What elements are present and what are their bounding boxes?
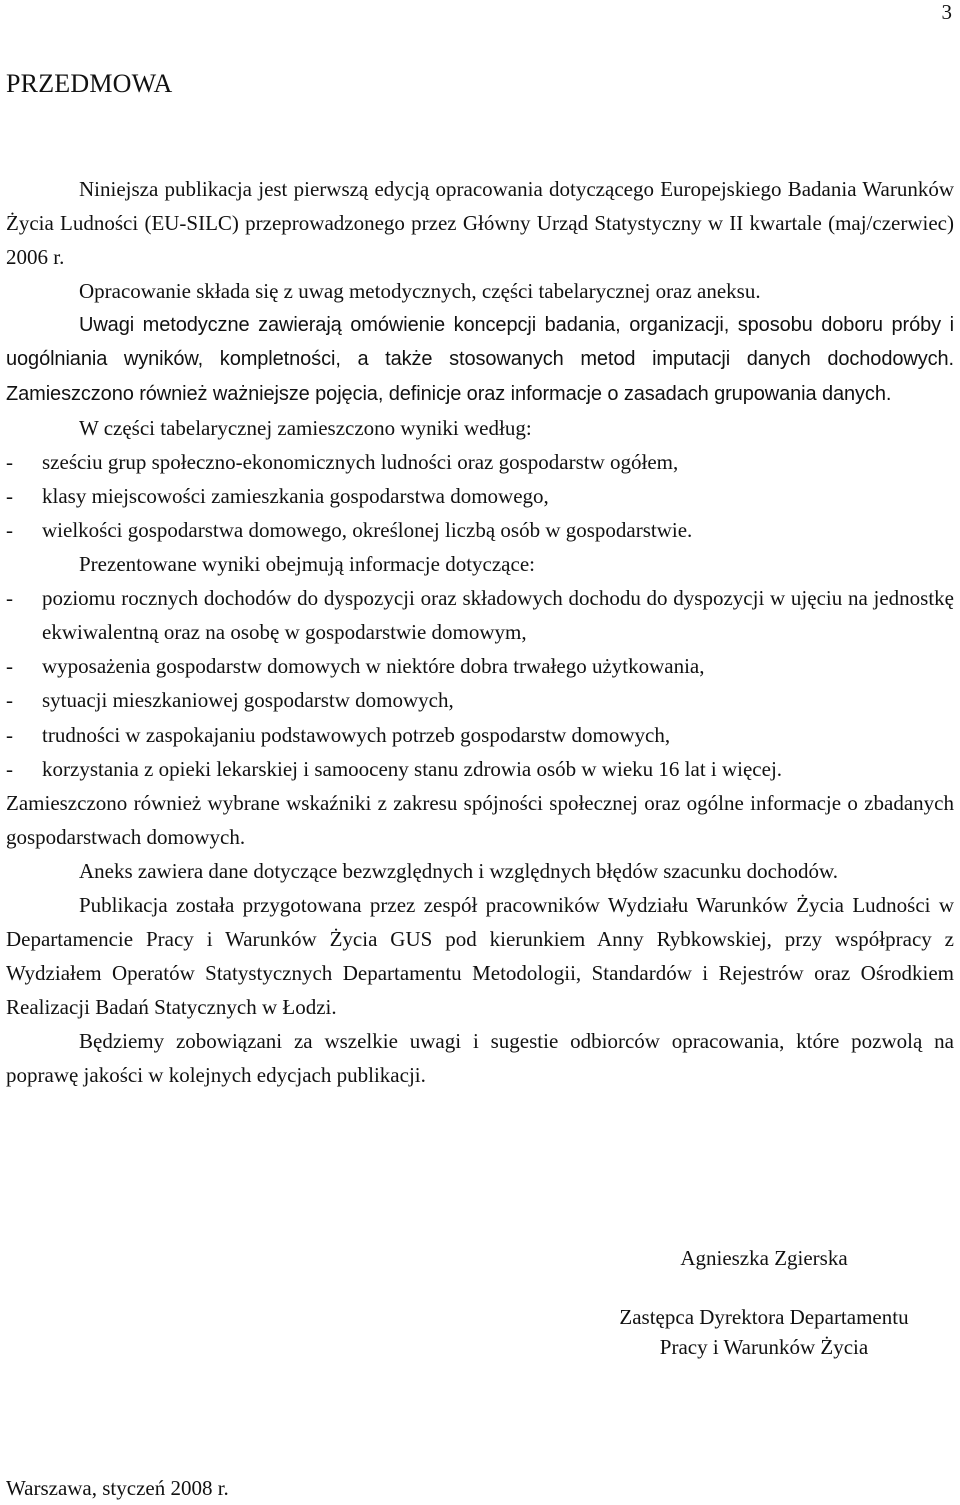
results-topics-list (6, 581, 954, 786)
signature-role (560, 1302, 960, 1362)
page-title: PRZEDMOWA (6, 69, 173, 98)
paragraph-results-intro: Prezentowane wyniki obejmują informacje dotyczące: (79, 552, 535, 577)
place-date: Warszawa, styczeń 2008 r. (6, 1476, 229, 1500)
paragraph-structure: Opracowanie składa się z uwag metodycznych, części tabelarycznej oraz aneksu. (79, 279, 761, 304)
list-item: - poziomu rocznych dochodów do dyspozycji oraz składowych dochodu do dyspozycji w ujęciu na jednostkę ekwiwalentną oraz na osobę w gospodarstwie domowym, (6, 581, 954, 649)
signature-role-line: Zastępca Dyrektora Departamentu (619, 1305, 909, 1329)
paragraph-tables-intro: W części tabelarycznej zamieszczono wyniki według: (79, 415, 532, 440)
paragraph-indicators: Zamieszczono również wybrane wskaźniki z zakresu spójności społecznej oraz ogólne informacje o zbadanych gospodarstwach domowych. (6, 790, 954, 849)
list-item: - sześciu grup społeczno-ekonomicznych ludności oraz gospodarstw ogółem, (6, 445, 954, 479)
paragraph-feedback: Będziemy zobowiązani za wszelkie uwagi i sugestie odbiorców opracowania, które pozwolą na poprawę jakości w kolejnych edycjach publikacji. (6, 1029, 954, 1088)
paragraph-intro: Niniejsza publikacja jest pierwszą edycją opracowania dotyczącego Europejskiego Badania Warunków Życia Ludności (EU-SILC) przeprowadzonego przez Główny Urząd Statystyczny w II kwartale (maj/czerwiec) 2006 r. (6, 177, 954, 270)
tables-breakdown-list (6, 445, 954, 547)
list-item: - korzystania z opieki lekarskiej i samooceny stanu zdrowia osób w wieku 16 lat i więcej. (6, 752, 954, 786)
list-item: - wielkości gospodarstwa domowego, określonej liczbą osób w gospodarstwie. (6, 513, 954, 547)
signature-role-line: Pracy i Warunków Życia (659, 1335, 869, 1359)
preface-body (6, 172, 954, 1093)
list-item: - klasy miejscowości zamieszkania gospodarstwa domowego, (6, 479, 954, 513)
paragraph-annex: Aneks zawiera dane dotyczące bezwzględnych i względnych błędów szacunku dochodów. (79, 858, 838, 883)
paragraph-methodology: Uwagi metodyczne zawierają omówienie koncepcji badania, organizacji, sposobu doboru próby i uogólniania wyników, kompletności, a także stosowanych metod imputacji danych dochodowych. Zamieszczono również ważniejsze pojęcia, definicje oraz informacje o zasadach grupowania danych. (6, 314, 954, 405)
list-item: - wyposażenia gospodarstw domowych w niektóre dobra trwałego użytkowania, (6, 649, 954, 683)
list-item: - sytuacji mieszkaniowej gospodarstw domowych, (6, 683, 954, 717)
list-item: - trudności w zaspokajaniu podstawowych potrzeb gospodarstw domowych, (6, 718, 954, 752)
page-number: 3 (941, 0, 952, 24)
signature-name: Agnieszka Zgierska (680, 1246, 848, 1270)
paragraph-authors: Publikacja została przygotowana przez zespół pracowników Wydziału Warunków Życia Ludności w Departamencie Pracy i Warunków Życia GUS pod kierunkiem Anny Rybkowskiej, przy współpracy z Wydziałem Operatów Statystycznych Departamentu Metodologii, Standardów i Rejestrów oraz Ośrodkiem Realizacji Badań Statycznych w Łodzi. (6, 892, 954, 1020)
